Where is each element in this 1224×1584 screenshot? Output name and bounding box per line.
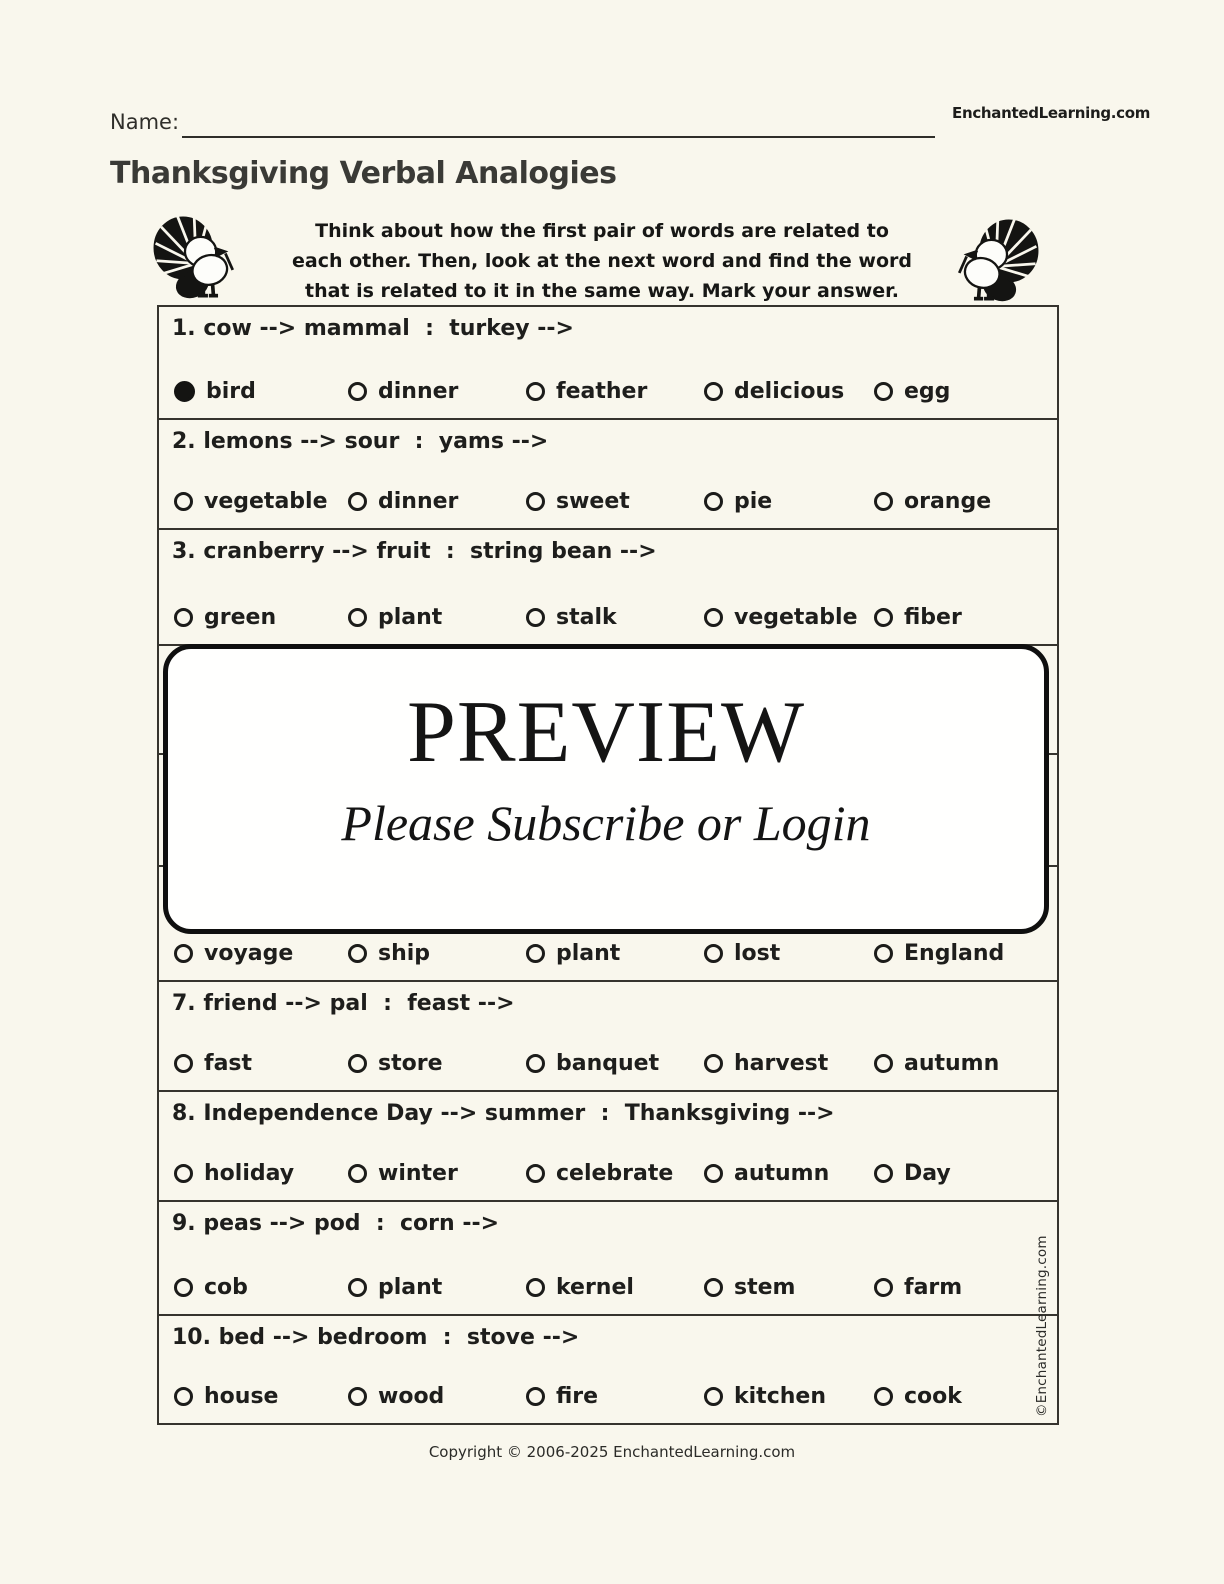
answer-option[interactable] xyxy=(174,1051,348,1076)
options-row xyxy=(159,1384,1057,1409)
radio-icon[interactable] xyxy=(348,492,367,511)
option-label: dinner xyxy=(378,489,459,514)
radio-icon[interactable] xyxy=(348,382,367,401)
radio-icon[interactable] xyxy=(174,1164,193,1183)
option-label: green xyxy=(204,605,277,630)
option-label: pie xyxy=(734,489,773,514)
answer-option[interactable] xyxy=(174,1275,348,1300)
answer-option[interactable] xyxy=(704,1275,874,1300)
answer-option[interactable] xyxy=(174,1161,348,1186)
radio-icon[interactable] xyxy=(874,1278,893,1297)
radio-icon[interactable] xyxy=(874,1387,893,1406)
answer-option[interactable] xyxy=(704,605,874,630)
option-label: dinner xyxy=(378,379,459,404)
question-row-8 xyxy=(159,1090,1057,1200)
answer-option[interactable] xyxy=(704,1384,874,1409)
option-label: wood xyxy=(378,1384,445,1409)
radio-icon[interactable] xyxy=(174,1054,193,1073)
options-row xyxy=(159,1161,1057,1186)
radio-icon[interactable] xyxy=(174,944,193,963)
radio-icon[interactable] xyxy=(874,1164,893,1183)
instructions-line: each other. Then, look at the next word and find the word xyxy=(291,250,912,272)
radio-icon[interactable] xyxy=(874,608,893,627)
radio-icon[interactable] xyxy=(704,608,723,627)
option-label: farm xyxy=(904,1275,963,1300)
question-prompt: 9. peas --> pod : corn --> xyxy=(172,1211,500,1236)
site-name: EnchantedLearning.com xyxy=(952,104,1151,122)
answer-option[interactable] xyxy=(174,941,348,966)
option-label: stalk xyxy=(556,605,617,630)
answer-option[interactable] xyxy=(874,1384,962,1409)
question-prompt: 8. Independence Day --> summer : Thanksgiving --> xyxy=(172,1101,835,1126)
option-label: kitchen xyxy=(734,1384,826,1409)
option-label: fast xyxy=(204,1051,253,1076)
radio-icon[interactable] xyxy=(704,1054,723,1073)
radio-icon[interactable] xyxy=(874,1054,893,1073)
option-label: ship xyxy=(378,941,431,966)
radio-icon[interactable] xyxy=(526,382,545,401)
options-row xyxy=(159,1051,1057,1076)
radio-icon[interactable] xyxy=(874,382,893,401)
answer-option[interactable] xyxy=(348,605,526,630)
question-row-2 xyxy=(159,418,1057,528)
instructions xyxy=(252,216,952,306)
answer-option[interactable] xyxy=(874,605,962,630)
question-prompt: 1. cow --> mammal : turkey --> xyxy=(172,316,574,341)
answer-option[interactable] xyxy=(704,1051,874,1076)
option-label: autumn xyxy=(734,1161,830,1186)
option-label: store xyxy=(378,1051,443,1076)
radio-icon[interactable] xyxy=(348,944,367,963)
option-label: stem xyxy=(734,1275,796,1300)
option-label: bird xyxy=(206,379,256,404)
option-label: England xyxy=(904,941,1005,966)
radio-icon[interactable] xyxy=(348,608,367,627)
turkey-icon-mirrored xyxy=(950,216,1042,306)
option-label: delicious xyxy=(734,379,845,404)
radio-icon[interactable] xyxy=(174,1387,193,1406)
answer-option[interactable] xyxy=(348,1275,526,1300)
option-label: holiday xyxy=(204,1161,295,1186)
answer-option[interactable] xyxy=(704,489,874,514)
instructions-line: that is related to it in the same way. Mark your answer. xyxy=(304,280,900,302)
answer-option[interactable] xyxy=(526,605,704,630)
option-label: plant xyxy=(556,941,621,966)
option-label: vegetable xyxy=(734,605,858,630)
radio-icon[interactable] xyxy=(526,1278,545,1297)
answer-option[interactable] xyxy=(174,379,348,404)
answer-option[interactable] xyxy=(704,379,874,404)
radio-icon[interactable] xyxy=(174,381,195,402)
answer-option[interactable] xyxy=(348,1051,526,1076)
side-copyright: ©EnchantedLearning.com xyxy=(1034,1235,1050,1417)
option-label: feather xyxy=(556,379,648,404)
radio-icon[interactable] xyxy=(526,1164,545,1183)
question-row-1 xyxy=(159,307,1057,418)
answer-option[interactable] xyxy=(348,1384,526,1409)
radio-icon[interactable] xyxy=(348,1054,367,1073)
option-label: fiber xyxy=(904,605,962,630)
footer-copyright: Copyright © 2006-2025 EnchantedLearning.com xyxy=(428,1443,796,1461)
name-label: Name: xyxy=(110,110,180,134)
option-label: plant xyxy=(378,1275,443,1300)
radio-icon[interactable] xyxy=(874,492,893,511)
radio-icon[interactable] xyxy=(704,492,723,511)
radio-icon[interactable] xyxy=(348,1164,367,1183)
answer-option[interactable] xyxy=(704,941,874,966)
option-label: winter xyxy=(378,1161,458,1186)
options-row xyxy=(159,379,1057,404)
option-label: cob xyxy=(204,1275,248,1300)
answer-option[interactable] xyxy=(526,1275,704,1300)
answer-option[interactable] xyxy=(874,489,991,514)
answer-option[interactable] xyxy=(348,379,526,404)
option-label: voyage xyxy=(204,941,294,966)
answer-option[interactable] xyxy=(874,941,1004,966)
option-label: kernel xyxy=(556,1275,634,1300)
radio-icon[interactable] xyxy=(704,1278,723,1297)
question-prompt: 7. friend --> pal : feast --> xyxy=(172,991,515,1016)
option-label: egg xyxy=(904,379,951,404)
options-row xyxy=(159,941,1057,966)
radio-icon[interactable] xyxy=(348,1387,367,1406)
radio-icon[interactable] xyxy=(704,1387,723,1406)
answer-option[interactable] xyxy=(526,1051,704,1076)
radio-icon[interactable] xyxy=(704,944,723,963)
option-label: autumn xyxy=(904,1051,1000,1076)
options-row xyxy=(159,489,1057,514)
question-row-9 xyxy=(159,1200,1057,1314)
option-label: orange xyxy=(904,489,992,514)
radio-icon[interactable] xyxy=(526,1387,545,1406)
option-label: plant xyxy=(378,605,443,630)
answer-option[interactable] xyxy=(348,489,526,514)
option-label: vegetable xyxy=(204,489,328,514)
answer-option[interactable] xyxy=(526,1161,704,1186)
radio-icon[interactable] xyxy=(174,608,193,627)
answer-option[interactable] xyxy=(174,489,348,514)
radio-icon[interactable] xyxy=(526,492,545,511)
option-label: cook xyxy=(904,1384,962,1409)
instructions-line: Think about how the first pair of words are related to xyxy=(315,220,889,242)
radio-icon[interactable] xyxy=(704,1164,723,1183)
answer-option[interactable] xyxy=(526,489,704,514)
answer-option[interactable] xyxy=(526,941,704,966)
answer-option[interactable] xyxy=(174,1384,348,1409)
option-label: celebrate xyxy=(556,1161,674,1186)
preview-title: PREVIEW xyxy=(406,684,806,781)
option-label: house xyxy=(204,1384,279,1409)
radio-icon[interactable] xyxy=(348,1278,367,1297)
answer-option[interactable] xyxy=(874,379,950,404)
answer-option[interactable] xyxy=(874,1051,999,1076)
question-prompt: 10. bed --> bedroom : stove --> xyxy=(172,1325,580,1350)
question-row-10 xyxy=(159,1314,1057,1423)
question-row-3 xyxy=(159,528,1057,644)
question-prompt: 3. cranberry --> fruit : string bean --> xyxy=(172,539,657,564)
answer-option[interactable] xyxy=(704,1161,874,1186)
turkey-icon xyxy=(150,213,242,303)
answer-option[interactable] xyxy=(874,1275,962,1300)
page-title: Thanksgiving Verbal Analogies xyxy=(110,156,617,191)
answer-option[interactable] xyxy=(348,1161,526,1186)
options-row xyxy=(159,1275,1057,1300)
option-label: sweet xyxy=(556,489,630,514)
option-label: Day xyxy=(904,1161,951,1186)
answer-option[interactable] xyxy=(526,1384,704,1409)
preview-overlay xyxy=(163,644,1049,934)
radio-icon[interactable] xyxy=(526,608,545,627)
radio-icon[interactable] xyxy=(704,382,723,401)
question-prompt: 2. lemons --> sour : yams --> xyxy=(172,429,549,454)
radio-icon[interactable] xyxy=(174,1278,193,1297)
answer-option[interactable] xyxy=(174,605,348,630)
option-label: harvest xyxy=(734,1051,829,1076)
answer-option[interactable] xyxy=(526,379,704,404)
preview-subtitle: Please Subscribe or Login xyxy=(341,794,871,851)
option-label: lost xyxy=(734,941,781,966)
option-label: fire xyxy=(556,1384,599,1409)
option-label: banquet xyxy=(556,1051,660,1076)
question-row-7 xyxy=(159,980,1057,1090)
radio-icon[interactable] xyxy=(174,492,193,511)
answer-option[interactable] xyxy=(348,941,526,966)
answer-option[interactable] xyxy=(874,1161,951,1186)
options-row xyxy=(159,605,1057,630)
radio-icon[interactable] xyxy=(874,944,893,963)
radio-icon[interactable] xyxy=(526,1054,545,1073)
radio-icon[interactable] xyxy=(526,944,545,963)
name-input-line[interactable] xyxy=(182,112,935,138)
